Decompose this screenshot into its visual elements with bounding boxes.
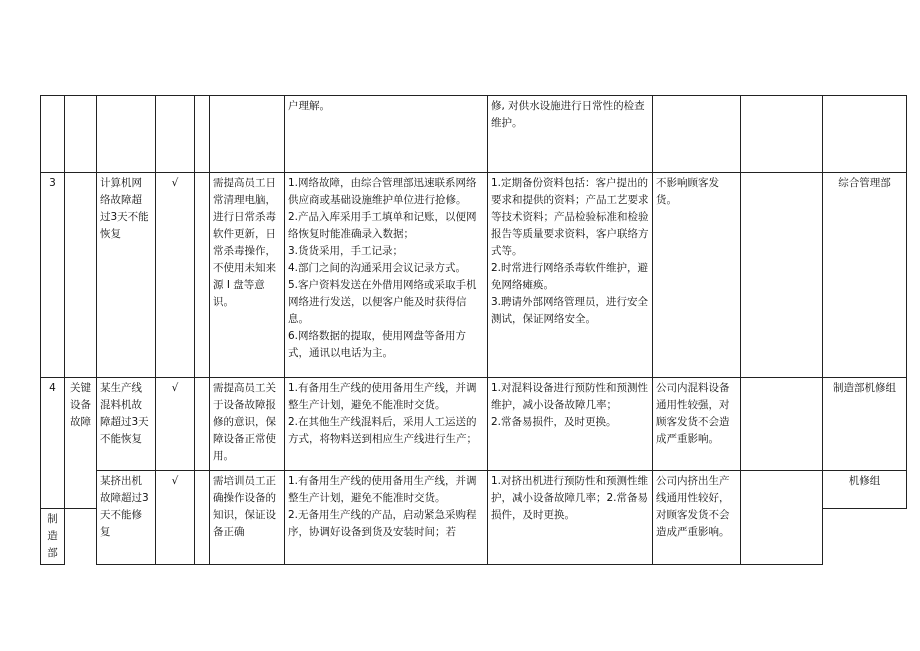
dept-cell bbox=[41, 509, 65, 565]
impact-cell bbox=[653, 378, 741, 471]
risk-table bbox=[40, 95, 907, 565]
seq-cell bbox=[41, 96, 65, 173]
event-cell bbox=[97, 96, 156, 173]
response-cell bbox=[285, 173, 488, 378]
event-cell bbox=[97, 378, 156, 471]
response-text: 户理解。 bbox=[288, 100, 330, 112]
event-text: 某生产线混料机故障超过3天不能恢复 bbox=[100, 382, 149, 445]
response-line: 1.网络故障，由综合管理部迅速联系网络供应商或基础设施维护单位进行抢修。 bbox=[288, 177, 477, 206]
dept-cell bbox=[823, 378, 907, 471]
table-row bbox=[41, 378, 907, 471]
impact-text: 公司内挤出生产线通用性较好，对顾客发货不会造成严重影响。 bbox=[656, 475, 730, 538]
blank-cell bbox=[741, 173, 823, 378]
measure-text: 需提高员工日常清理电脑，进行日常杀毒软件更新，日常杀毒操作，不使用未知来源 I 盘等意识。 bbox=[213, 177, 276, 308]
spacer-cell bbox=[195, 471, 210, 565]
measure-text: 需培训员工正确操作设备的知识，保证设备正确 bbox=[213, 475, 276, 538]
seq-number: 4 bbox=[49, 382, 56, 394]
check-mark: √ bbox=[171, 475, 179, 487]
measure-text: 需提高员工关于设备故障报修的意识，保障设备正常使用。 bbox=[213, 382, 276, 462]
response-cell bbox=[285, 471, 488, 565]
measure-cell bbox=[210, 173, 285, 378]
prevent-line: 1.定期备份资料包括：客户提出的要求和提供的资料；产品工艺要求等技术资料；产品检验标准和检验报告等质量要求资料，客户联络方式等。 bbox=[491, 177, 649, 257]
spacer-cell bbox=[195, 378, 210, 471]
prevent-text: 修, 对供水设施进行日常性的检查维护。 bbox=[491, 100, 645, 129]
impact-cell bbox=[653, 173, 741, 378]
check-mark: √ bbox=[171, 177, 179, 189]
event-text: 计算机网络故障超过3天不能恢复 bbox=[100, 177, 149, 240]
dept-cell bbox=[823, 173, 907, 378]
seq-cell bbox=[41, 173, 65, 378]
measure-cell bbox=[210, 378, 285, 471]
response-cell bbox=[285, 378, 488, 471]
response-line: 2.无备用生产线的产品，启动紧急采购程序，协调好设备到货及安装时间；若 bbox=[288, 509, 477, 538]
measure-cell bbox=[210, 96, 285, 173]
prevent-cell bbox=[488, 173, 653, 378]
prevent-text: 1.对挤出机进行预防性和预测性维护，减小设备故障几率；2.常备易损件，及时更换。 bbox=[491, 475, 649, 521]
seq-number: 3 bbox=[49, 177, 56, 189]
prevent-line: 2.时常进行网络杀毒软件维护，避免网络瘫痪。 bbox=[491, 262, 649, 291]
mark-cell bbox=[156, 173, 195, 378]
category-cell bbox=[65, 96, 97, 173]
response-line: 2.在其他生产线混料后，采用人工运送的方式，将物料送到相应生产线进行生产； bbox=[288, 416, 477, 445]
dept-cell bbox=[823, 96, 907, 173]
check-mark: √ bbox=[171, 382, 179, 394]
mark-cell bbox=[156, 378, 195, 471]
response-line: 2.产品入库采用手工填单和记账，以便网络恢复时能准确录入数据； bbox=[288, 211, 477, 240]
prevent-cell bbox=[488, 471, 653, 565]
response-line: 5.客户资料发送在外借用网络或采取手机网络进行发送，以便客户能及时获得信息。 bbox=[288, 279, 477, 325]
prevent-line: 3.聘请外部网络管理员，进行安全测试，保证网络安全。 bbox=[491, 296, 649, 325]
impact-cell bbox=[653, 96, 741, 173]
dept-cell bbox=[823, 471, 907, 509]
blank-cell bbox=[741, 471, 823, 565]
prevent-line: 2.常备易损件，及时更换。 bbox=[491, 416, 617, 428]
event-text: 某挤出机故障超过3天不能修复 bbox=[100, 475, 149, 538]
response-line: 6.网络数据的提取，使用网盘等备用方式，通讯以电话为主。 bbox=[288, 330, 467, 359]
measure-cell bbox=[210, 471, 285, 565]
dept-text: 综合管理部 bbox=[838, 177, 891, 189]
blank-cell bbox=[741, 96, 823, 173]
response-line: 4.部门之间的沟通采用会议记录方式。 bbox=[288, 262, 467, 274]
table-row bbox=[41, 96, 907, 173]
mark-cell bbox=[156, 96, 195, 173]
mark-cell bbox=[156, 471, 195, 565]
prevent-cell bbox=[488, 96, 653, 173]
impact-text: 不影响顾客发货。 bbox=[656, 177, 719, 206]
category-cell bbox=[65, 173, 97, 378]
table-row bbox=[41, 173, 907, 378]
response-line: 1.有备用生产线的使用备用生产线，并调整生产计划，避免不能准时交货。 bbox=[288, 475, 477, 504]
spacer-cell bbox=[195, 96, 210, 173]
response-cell bbox=[285, 96, 488, 173]
response-line: 3.货货采用，手工记录； bbox=[288, 245, 404, 257]
prevent-cell bbox=[488, 378, 653, 471]
blank-cell bbox=[741, 378, 823, 471]
category-cell bbox=[65, 378, 97, 509]
category-text: 关键设备故障 bbox=[70, 382, 91, 428]
prevent-line: 1.对混料设备进行预防性和预测性维护，减小设备故障几率； bbox=[491, 382, 649, 411]
response-line: 1.有备用生产线的使用备用生产线，并调整生产计划，避免不能准时交货。 bbox=[288, 382, 477, 411]
event-cell bbox=[97, 471, 156, 565]
event-cell bbox=[97, 173, 156, 378]
impact-text: 公司内混料设备通用性较强，对顾客发货不会造成严重影响。 bbox=[656, 382, 730, 445]
spacer-cell bbox=[195, 173, 210, 378]
dept-text: 制造部 bbox=[47, 513, 58, 559]
dept-text: 制造部机修组 bbox=[833, 382, 896, 394]
impact-cell bbox=[653, 471, 741, 565]
table-row bbox=[41, 471, 907, 509]
seq-cell bbox=[41, 378, 65, 509]
dept-text: 机修组 bbox=[848, 475, 881, 487]
